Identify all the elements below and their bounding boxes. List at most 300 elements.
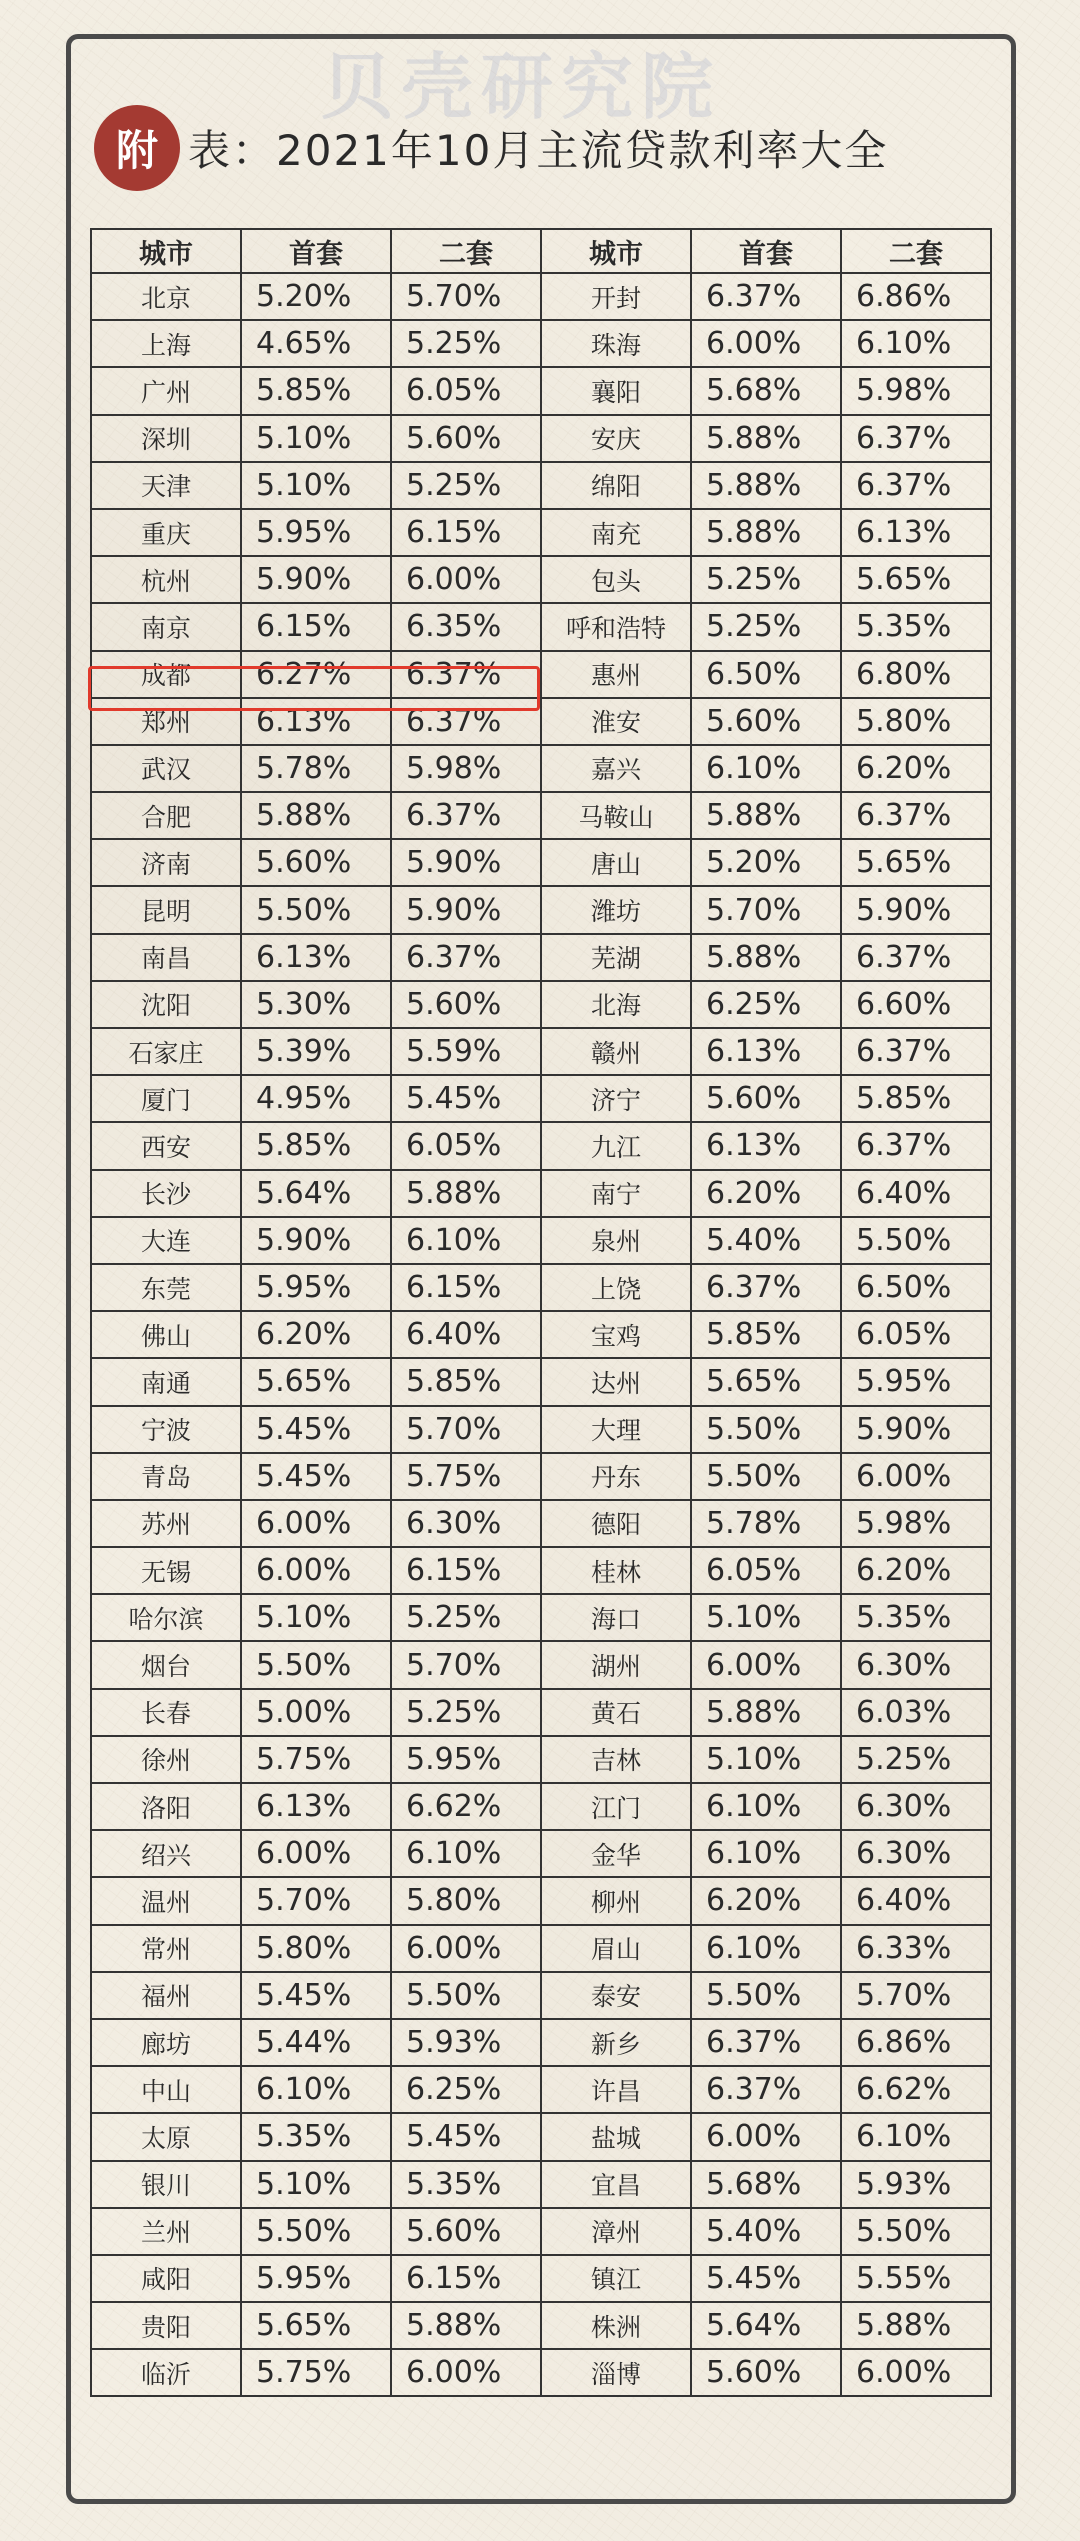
right-city: 宝鸡 bbox=[541, 1311, 691, 1358]
left-city: 中山 bbox=[91, 2066, 241, 2113]
left-city: 重庆 bbox=[91, 509, 241, 556]
right-first-home-rate: 6.13% bbox=[691, 1028, 841, 1075]
right-city: 泰安 bbox=[541, 1972, 691, 2019]
right-city: 济宁 bbox=[541, 1075, 691, 1122]
left-city: 绍兴 bbox=[91, 1830, 241, 1877]
right-city: 许昌 bbox=[541, 2066, 691, 2113]
left-city: 宁波 bbox=[91, 1406, 241, 1453]
table-row bbox=[91, 2302, 991, 2349]
right-second-home-rate: 6.13% bbox=[841, 509, 991, 556]
left-city: 南通 bbox=[91, 1358, 241, 1405]
left-city: 南昌 bbox=[91, 934, 241, 981]
table-row bbox=[91, 1358, 991, 1405]
table-row bbox=[91, 745, 991, 792]
right-second-home-rate: 6.10% bbox=[841, 2113, 991, 2160]
table-row bbox=[91, 1217, 991, 1264]
right-second-home-rate: 6.37% bbox=[841, 415, 991, 462]
left-second-home-rate: 6.00% bbox=[391, 556, 541, 603]
left-second-home-rate: 5.50% bbox=[391, 1972, 541, 2019]
right-city: 新乡 bbox=[541, 2019, 691, 2066]
left-second-home-rate: 6.05% bbox=[391, 1122, 541, 1169]
left-city: 银川 bbox=[91, 2161, 241, 2208]
right-city: 眉山 bbox=[541, 1925, 691, 1972]
left-first-home-rate: 6.15% bbox=[241, 603, 391, 650]
right-second-home-rate: 6.62% bbox=[841, 2066, 991, 2113]
right-city: 达州 bbox=[541, 1358, 691, 1405]
left-first-home-rate: 5.70% bbox=[241, 1877, 391, 1924]
left-second-home-rate: 6.62% bbox=[391, 1783, 541, 1830]
right-first-home-rate: 5.20% bbox=[691, 839, 841, 886]
right-second-home-rate: 5.80% bbox=[841, 698, 991, 745]
table-row bbox=[91, 1925, 991, 1972]
right-first-home-rate: 6.10% bbox=[691, 1783, 841, 1830]
table-row bbox=[91, 651, 991, 698]
right-city: 唐山 bbox=[541, 839, 691, 886]
right-city: 北海 bbox=[541, 981, 691, 1028]
right-first-home-rate: 5.88% bbox=[691, 792, 841, 839]
left-city: 徐州 bbox=[91, 1736, 241, 1783]
table-row bbox=[91, 2349, 991, 2396]
left-second-home-rate: 5.45% bbox=[391, 1075, 541, 1122]
left-second-home-rate: 5.88% bbox=[391, 2302, 541, 2349]
right-city: 吉林 bbox=[541, 1736, 691, 1783]
right-first-home-rate: 6.10% bbox=[691, 1830, 841, 1877]
right-first-home-rate: 5.50% bbox=[691, 1453, 841, 1500]
right-city: 芜湖 bbox=[541, 934, 691, 981]
right-first-home-rate: 5.88% bbox=[691, 462, 841, 509]
right-first-home-rate: 6.25% bbox=[691, 981, 841, 1028]
left-first-home-rate: 5.10% bbox=[241, 462, 391, 509]
right-second-home-rate: 6.30% bbox=[841, 1641, 991, 1688]
left-city: 沈阳 bbox=[91, 981, 241, 1028]
right-first-home-rate: 5.88% bbox=[691, 1689, 841, 1736]
table-row bbox=[91, 981, 991, 1028]
right-city: 宜昌 bbox=[541, 2161, 691, 2208]
right-second-home-rate: 6.10% bbox=[841, 320, 991, 367]
left-second-home-rate: 5.80% bbox=[391, 1877, 541, 1924]
table-row bbox=[91, 2019, 991, 2066]
left-city: 天津 bbox=[91, 462, 241, 509]
table-row bbox=[91, 273, 991, 320]
right-second-home-rate: 5.93% bbox=[841, 2161, 991, 2208]
watermark: 贝壳研究院 bbox=[321, 45, 722, 129]
right-first-home-rate: 5.40% bbox=[691, 2208, 841, 2255]
right-second-home-rate: 6.40% bbox=[841, 1877, 991, 1924]
left-first-home-rate: 6.00% bbox=[241, 1830, 391, 1877]
right-first-home-rate: 6.20% bbox=[691, 1877, 841, 1924]
left-second-home-rate: 5.85% bbox=[391, 1358, 541, 1405]
left-second-home-rate: 5.98% bbox=[391, 745, 541, 792]
right-second-home-rate: 6.30% bbox=[841, 1783, 991, 1830]
left-first-home-rate: 5.50% bbox=[241, 1641, 391, 1688]
left-first-home-rate: 5.78% bbox=[241, 745, 391, 792]
left-second-home-rate: 6.15% bbox=[391, 1547, 541, 1594]
left-city: 大连 bbox=[91, 1217, 241, 1264]
table-row bbox=[91, 1500, 991, 1547]
table-row bbox=[91, 320, 991, 367]
left-first-home-rate: 5.85% bbox=[241, 367, 391, 414]
right-city: 淮安 bbox=[541, 698, 691, 745]
left-first-home-rate: 5.45% bbox=[241, 1972, 391, 2019]
right-city: 襄阳 bbox=[541, 367, 691, 414]
left-first-home-rate: 6.13% bbox=[241, 1783, 391, 1830]
left-first-home-rate: 5.44% bbox=[241, 2019, 391, 2066]
left-first-home-rate: 5.85% bbox=[241, 1122, 391, 1169]
right-city: 开封 bbox=[541, 273, 691, 320]
right-second-home-rate: 5.55% bbox=[841, 2255, 991, 2302]
left-first-home-rate: 4.65% bbox=[241, 320, 391, 367]
table-row bbox=[91, 1877, 991, 1924]
left-first-home-rate: 5.90% bbox=[241, 1217, 391, 1264]
left-first-home-rate: 5.80% bbox=[241, 1925, 391, 1972]
left-second-home-rate: 5.60% bbox=[391, 2208, 541, 2255]
right-city: 桂林 bbox=[541, 1547, 691, 1594]
right-city: 柳州 bbox=[541, 1877, 691, 1924]
table-row bbox=[91, 1594, 991, 1641]
table-row bbox=[91, 1547, 991, 1594]
left-second-home-rate: 5.25% bbox=[391, 1689, 541, 1736]
left-city: 北京 bbox=[91, 273, 241, 320]
left-city: 济南 bbox=[91, 839, 241, 886]
left-first-home-rate: 5.90% bbox=[241, 556, 391, 603]
table-row bbox=[91, 1264, 991, 1311]
right-second-home-rate: 6.86% bbox=[841, 2019, 991, 2066]
left-second-home-rate: 5.70% bbox=[391, 1406, 541, 1453]
right-second-home-rate: 6.37% bbox=[841, 792, 991, 839]
left-second-home-rate: 6.15% bbox=[391, 2255, 541, 2302]
right-city: 绵阳 bbox=[541, 462, 691, 509]
left-second-home-rate: 5.95% bbox=[391, 1736, 541, 1783]
left-first-home-rate: 6.10% bbox=[241, 2066, 391, 2113]
right-first-home-rate: 5.45% bbox=[691, 2255, 841, 2302]
table-row bbox=[91, 1736, 991, 1783]
right-city: 嘉兴 bbox=[541, 745, 691, 792]
left-first-home-rate: 6.20% bbox=[241, 1311, 391, 1358]
table-row bbox=[91, 886, 991, 933]
seal-badge: 附 bbox=[94, 105, 180, 191]
left-second-home-rate: 6.10% bbox=[391, 1217, 541, 1264]
left-city: 苏州 bbox=[91, 1500, 241, 1547]
left-first-home-rate: 5.95% bbox=[241, 2255, 391, 2302]
left-first-home-rate: 4.95% bbox=[241, 1075, 391, 1122]
left-first-home-rate: 5.00% bbox=[241, 1689, 391, 1736]
table-row bbox=[91, 698, 991, 745]
left-first-home-rate: 5.88% bbox=[241, 792, 391, 839]
right-first-home-rate: 6.00% bbox=[691, 320, 841, 367]
left-first-home-rate: 5.20% bbox=[241, 273, 391, 320]
left-city: 烟台 bbox=[91, 1641, 241, 1688]
left-first-home-rate: 5.45% bbox=[241, 1453, 391, 1500]
left-city: 咸阳 bbox=[91, 2255, 241, 2302]
left-city: 厦门 bbox=[91, 1075, 241, 1122]
table-header-row bbox=[91, 229, 991, 273]
left-first-home-rate: 6.27% bbox=[241, 651, 391, 698]
right-city: 赣州 bbox=[541, 1028, 691, 1075]
table-row bbox=[91, 1028, 991, 1075]
right-second-home-rate: 5.50% bbox=[841, 1217, 991, 1264]
left-first-home-rate: 5.45% bbox=[241, 1406, 391, 1453]
right-first-home-rate: 5.88% bbox=[691, 934, 841, 981]
left-second-home-rate: 5.88% bbox=[391, 1170, 541, 1217]
right-second-home-rate: 6.20% bbox=[841, 745, 991, 792]
right-first-home-rate: 6.00% bbox=[691, 2113, 841, 2160]
right-second-home-rate: 6.86% bbox=[841, 273, 991, 320]
right-city: 珠海 bbox=[541, 320, 691, 367]
right-first-home-rate: 6.10% bbox=[691, 1925, 841, 1972]
table-row bbox=[91, 1830, 991, 1877]
left-city: 常州 bbox=[91, 1925, 241, 1972]
left-city: 深圳 bbox=[91, 415, 241, 462]
right-second-home-rate: 5.88% bbox=[841, 2302, 991, 2349]
left-second-home-rate: 5.59% bbox=[391, 1028, 541, 1075]
table-row bbox=[91, 462, 991, 509]
right-second-home-rate: 6.00% bbox=[841, 2349, 991, 2396]
right-first-home-rate: 5.85% bbox=[691, 1311, 841, 1358]
left-city: 温州 bbox=[91, 1877, 241, 1924]
table-body bbox=[91, 273, 991, 2396]
left-city: 太原 bbox=[91, 2113, 241, 2160]
right-second-home-rate: 6.37% bbox=[841, 462, 991, 509]
right-city: 南宁 bbox=[541, 1170, 691, 1217]
right-first-home-rate: 6.37% bbox=[691, 273, 841, 320]
left-city: 西安 bbox=[91, 1122, 241, 1169]
right-city: 马鞍山 bbox=[541, 792, 691, 839]
left-second-home-rate: 6.10% bbox=[391, 1830, 541, 1877]
right-first-home-rate: 5.60% bbox=[691, 698, 841, 745]
right-second-home-rate: 5.98% bbox=[841, 367, 991, 414]
table-row bbox=[91, 1972, 991, 2019]
right-second-home-rate: 6.00% bbox=[841, 1453, 991, 1500]
table-row bbox=[91, 1170, 991, 1217]
table-row bbox=[91, 1783, 991, 1830]
right-first-home-rate: 5.10% bbox=[691, 1736, 841, 1783]
left-second-home-rate: 5.45% bbox=[391, 2113, 541, 2160]
left-city: 上海 bbox=[91, 320, 241, 367]
right-first-home-rate: 5.50% bbox=[691, 1406, 841, 1453]
left-first-home-rate: 5.65% bbox=[241, 1358, 391, 1405]
right-city: 惠州 bbox=[541, 651, 691, 698]
table-row bbox=[91, 1311, 991, 1358]
table-row bbox=[91, 1641, 991, 1688]
right-second-home-rate: 5.35% bbox=[841, 1594, 991, 1641]
right-first-home-rate: 6.13% bbox=[691, 1122, 841, 1169]
left-first-home-rate: 5.30% bbox=[241, 981, 391, 1028]
left-city: 洛阳 bbox=[91, 1783, 241, 1830]
left-first-home-rate: 6.00% bbox=[241, 1500, 391, 1547]
left-second-home-rate: 6.05% bbox=[391, 367, 541, 414]
right-city: 呼和浩特 bbox=[541, 603, 691, 650]
left-city: 石家庄 bbox=[91, 1028, 241, 1075]
left-city: 佛山 bbox=[91, 1311, 241, 1358]
right-second-home-rate: 6.37% bbox=[841, 934, 991, 981]
left-second-home-rate: 5.90% bbox=[391, 886, 541, 933]
right-city: 九江 bbox=[541, 1122, 691, 1169]
right-first-home-rate: 5.60% bbox=[691, 1075, 841, 1122]
right-city: 安庆 bbox=[541, 415, 691, 462]
right-first-home-rate: 6.37% bbox=[691, 2019, 841, 2066]
right-city: 淄博 bbox=[541, 2349, 691, 2396]
right-first-home-rate: 5.68% bbox=[691, 2161, 841, 2208]
left-second-home-rate: 6.25% bbox=[391, 2066, 541, 2113]
left-city: 成都 bbox=[91, 651, 241, 698]
left-second-home-rate: 5.25% bbox=[391, 462, 541, 509]
left-first-home-rate: 5.50% bbox=[241, 2208, 391, 2255]
table-row bbox=[91, 2161, 991, 2208]
right-second-home-rate: 6.40% bbox=[841, 1170, 991, 1217]
left-city: 长春 bbox=[91, 1689, 241, 1736]
left-city: 临沂 bbox=[91, 2349, 241, 2396]
left-second-home-rate: 6.00% bbox=[391, 1925, 541, 1972]
right-second-home-rate: 6.37% bbox=[841, 1028, 991, 1075]
table-row bbox=[91, 2255, 991, 2302]
left-city: 东莞 bbox=[91, 1264, 241, 1311]
left-first-home-rate: 5.10% bbox=[241, 2161, 391, 2208]
left-first-home-rate: 5.60% bbox=[241, 839, 391, 886]
right-second-home-rate: 5.35% bbox=[841, 603, 991, 650]
header-city-left: 城市 bbox=[91, 229, 241, 273]
right-first-home-rate: 5.78% bbox=[691, 1500, 841, 1547]
header-first-home-left: 首套 bbox=[241, 229, 391, 273]
header-city-right: 城市 bbox=[541, 229, 691, 273]
left-second-home-rate: 6.37% bbox=[391, 792, 541, 839]
left-second-home-rate: 6.30% bbox=[391, 1500, 541, 1547]
right-second-home-rate: 6.37% bbox=[841, 1122, 991, 1169]
left-city: 郑州 bbox=[91, 698, 241, 745]
table-row bbox=[91, 792, 991, 839]
right-city: 金华 bbox=[541, 1830, 691, 1877]
right-city: 漳州 bbox=[541, 2208, 691, 2255]
left-city: 青岛 bbox=[91, 1453, 241, 1500]
right-city: 泉州 bbox=[541, 1217, 691, 1264]
table-row bbox=[91, 934, 991, 981]
right-second-home-rate: 6.30% bbox=[841, 1830, 991, 1877]
right-city: 湖州 bbox=[541, 1641, 691, 1688]
right-first-home-rate: 5.60% bbox=[691, 2349, 841, 2396]
table-row bbox=[91, 2208, 991, 2255]
header-second-home-right: 二套 bbox=[841, 229, 991, 273]
right-second-home-rate: 5.25% bbox=[841, 1736, 991, 1783]
left-second-home-rate: 5.35% bbox=[391, 2161, 541, 2208]
right-first-home-rate: 5.70% bbox=[691, 886, 841, 933]
right-city: 丹东 bbox=[541, 1453, 691, 1500]
left-city: 无锡 bbox=[91, 1547, 241, 1594]
left-first-home-rate: 5.39% bbox=[241, 1028, 391, 1075]
left-second-home-rate: 5.25% bbox=[391, 1594, 541, 1641]
right-first-home-rate: 6.37% bbox=[691, 2066, 841, 2113]
right-first-home-rate: 6.37% bbox=[691, 1264, 841, 1311]
left-city: 贵阳 bbox=[91, 2302, 241, 2349]
right-city: 黄石 bbox=[541, 1689, 691, 1736]
table-row bbox=[91, 367, 991, 414]
left-second-home-rate: 6.15% bbox=[391, 509, 541, 556]
right-first-home-rate: 5.50% bbox=[691, 1972, 841, 2019]
left-city: 合肥 bbox=[91, 792, 241, 839]
left-second-home-rate: 5.60% bbox=[391, 981, 541, 1028]
right-second-home-rate: 5.95% bbox=[841, 1358, 991, 1405]
right-first-home-rate: 5.10% bbox=[691, 1594, 841, 1641]
right-second-home-rate: 5.90% bbox=[841, 1406, 991, 1453]
left-first-home-rate: 5.95% bbox=[241, 509, 391, 556]
page-title: 表：2021年10月主流贷款利率大全 bbox=[188, 126, 889, 175]
right-first-home-rate: 6.05% bbox=[691, 1547, 841, 1594]
table-row bbox=[91, 1122, 991, 1169]
right-first-home-rate: 5.68% bbox=[691, 367, 841, 414]
table-row bbox=[91, 2113, 991, 2160]
table-row bbox=[91, 509, 991, 556]
right-first-home-rate: 5.64% bbox=[691, 2302, 841, 2349]
left-second-home-rate: 5.25% bbox=[391, 320, 541, 367]
left-second-home-rate: 5.93% bbox=[391, 2019, 541, 2066]
left-city: 南京 bbox=[91, 603, 241, 650]
left-second-home-rate: 6.15% bbox=[391, 1264, 541, 1311]
left-first-home-rate: 5.95% bbox=[241, 1264, 391, 1311]
table-row bbox=[91, 2066, 991, 2113]
right-second-home-rate: 5.70% bbox=[841, 1972, 991, 2019]
right-first-home-rate: 6.00% bbox=[691, 1641, 841, 1688]
right-city: 江门 bbox=[541, 1783, 691, 1830]
left-city: 武汉 bbox=[91, 745, 241, 792]
rate-table-wrap bbox=[90, 228, 990, 2397]
right-first-home-rate: 6.20% bbox=[691, 1170, 841, 1217]
right-second-home-rate: 6.33% bbox=[841, 1925, 991, 1972]
right-second-home-rate: 6.60% bbox=[841, 981, 991, 1028]
left-first-home-rate: 5.75% bbox=[241, 1736, 391, 1783]
right-second-home-rate: 5.90% bbox=[841, 886, 991, 933]
left-city: 哈尔滨 bbox=[91, 1594, 241, 1641]
left-first-home-rate: 5.75% bbox=[241, 2349, 391, 2396]
left-first-home-rate: 6.00% bbox=[241, 1547, 391, 1594]
right-first-home-rate: 5.40% bbox=[691, 1217, 841, 1264]
table-row bbox=[91, 1075, 991, 1122]
left-first-home-rate: 5.10% bbox=[241, 415, 391, 462]
left-first-home-rate: 6.13% bbox=[241, 934, 391, 981]
right-second-home-rate: 6.20% bbox=[841, 1547, 991, 1594]
left-city: 昆明 bbox=[91, 886, 241, 933]
right-second-home-rate: 6.80% bbox=[841, 651, 991, 698]
right-city: 上饶 bbox=[541, 1264, 691, 1311]
left-second-home-rate: 6.00% bbox=[391, 2349, 541, 2396]
right-city: 南充 bbox=[541, 509, 691, 556]
right-second-home-rate: 5.65% bbox=[841, 839, 991, 886]
left-second-home-rate: 6.37% bbox=[391, 698, 541, 745]
left-second-home-rate: 5.90% bbox=[391, 839, 541, 886]
right-city: 潍坊 bbox=[541, 886, 691, 933]
table-row bbox=[91, 1406, 991, 1453]
right-city: 镇江 bbox=[541, 2255, 691, 2302]
left-second-home-rate: 6.40% bbox=[391, 1311, 541, 1358]
header bbox=[94, 104, 888, 192]
rate-table bbox=[90, 228, 992, 2397]
left-second-home-rate: 5.70% bbox=[391, 273, 541, 320]
right-first-home-rate: 6.50% bbox=[691, 651, 841, 698]
right-city: 大理 bbox=[541, 1406, 691, 1453]
header-first-home-right: 首套 bbox=[691, 229, 841, 273]
right-first-home-rate: 5.88% bbox=[691, 415, 841, 462]
left-first-home-rate: 5.64% bbox=[241, 1170, 391, 1217]
right-city: 盐城 bbox=[541, 2113, 691, 2160]
header-second-home-left: 二套 bbox=[391, 229, 541, 273]
left-first-home-rate: 5.10% bbox=[241, 1594, 391, 1641]
left-city: 福州 bbox=[91, 1972, 241, 2019]
table-row bbox=[91, 1453, 991, 1500]
right-city: 德阳 bbox=[541, 1500, 691, 1547]
right-second-home-rate: 6.50% bbox=[841, 1264, 991, 1311]
right-second-home-rate: 5.98% bbox=[841, 1500, 991, 1547]
left-city: 廊坊 bbox=[91, 2019, 241, 2066]
left-second-home-rate: 6.37% bbox=[391, 651, 541, 698]
right-first-home-rate: 5.25% bbox=[691, 603, 841, 650]
right-second-home-rate: 6.05% bbox=[841, 1311, 991, 1358]
